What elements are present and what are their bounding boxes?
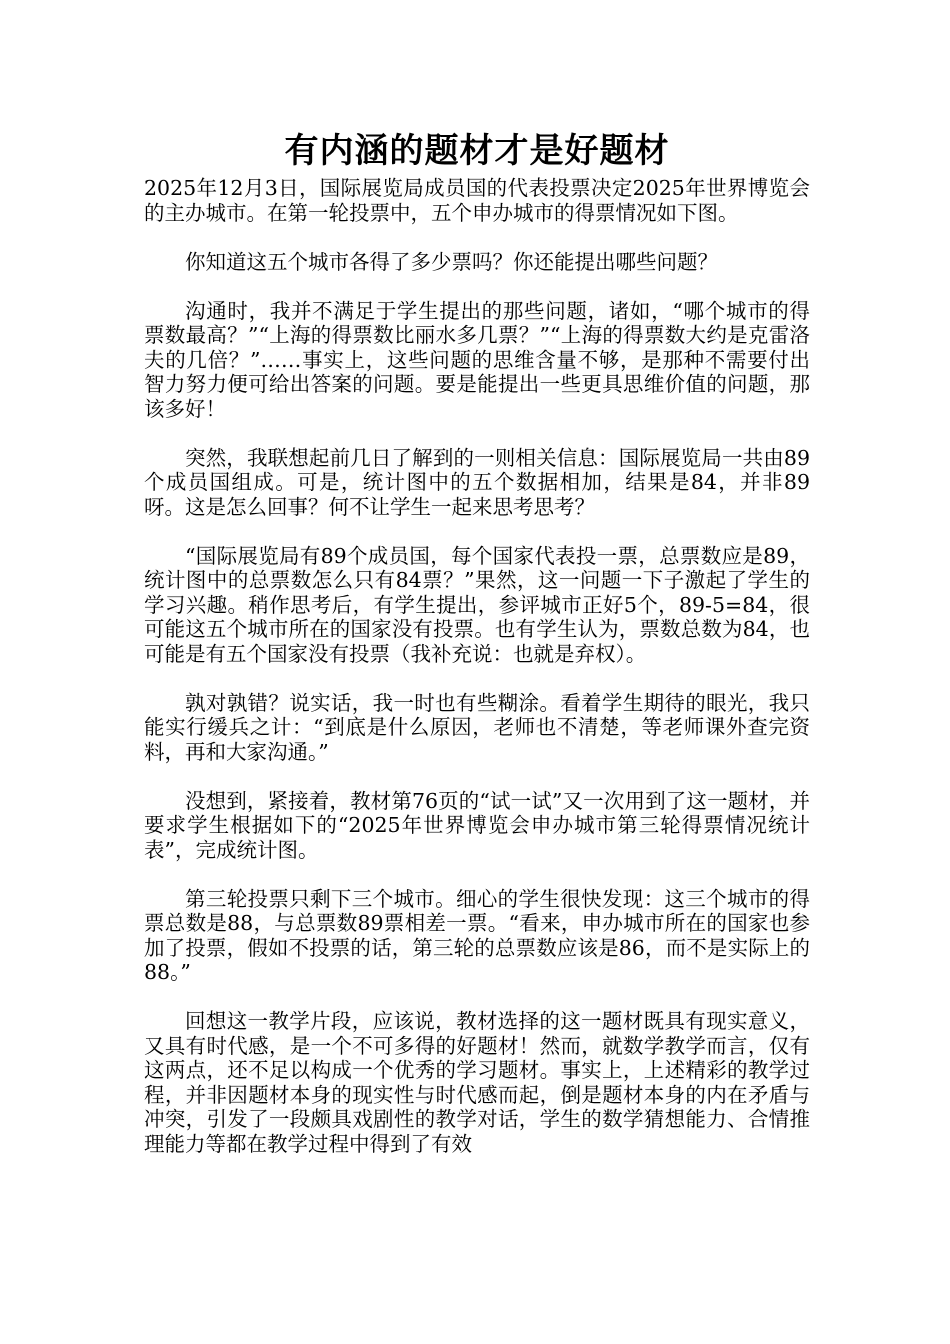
- paragraph-3: 沟通时，我并不满足于学生提出的那些问题，诸如，“哪个城市的得票数最高？”“上海的得票数比丽水多几票？”“上海的得票数大约是克雷洛夫的几倍？”……事实上，这些问题的思维含量不够，是那种不需要付出智力努力便可给出答案的问题。要是能提出一些更具思维价值的问题，那该多好！: [144, 298, 810, 421]
- paragraph-1: 2025年12月3日，国际展览局成员国的代表投票决定2025年世界博览会的主办城市。在第一轮投票中，五个申办城市的得票情况如下图。: [144, 176, 810, 225]
- paragraph-5: “国际展览局有89个成员国，每个国家代表投一票，总票数应是89，统计图中的总票数怎么只有84票？”果然，这一问题一下子激起了学生的学习兴趣。稍作思考后，有学生提出，参评城市正好5个，89-5=84，很可能这五个城市所在的国家没有投票。也有学生认为，票数总数为84，也可能是有五个国家没有投票（我补充说：也就是弃权）。: [144, 543, 810, 666]
- paragraph-8: 第三轮投票只剩下三个城市。细心的学生很快发现：这三个城市的得票总数是88，与总票数89票相差一票。“看来，申办城市所在的国家也参加了投票，假如不投票的话，第三轮的总票数应该是86，而不是实际上的88。”: [144, 886, 810, 984]
- paragraph-7: 没想到，紧接着，教材第76页的“试一试”又一次用到了这一题材，并要求学生根据如下的“2025年世界博览会申办城市第三轮得票情况统计表”，完成统计图。: [144, 788, 810, 862]
- paragraph-4: 突然，我联想起前几日了解到的一则相关信息：国际展览局一共由89个成员国组成。可是，统计图中的五个数据相加，结果是84，并非89呀。这是怎么回事？何不让学生一起来思考思考？: [144, 445, 810, 519]
- document-page: [144, 128, 810, 1156]
- paragraph-2: 你知道这五个城市各得了多少票吗？你还能提出哪些问题？: [185, 249, 718, 274]
- paragraph-9: 回想这一教学片段，应该说，教材选择的这一题材既具有现实意义，又具有时代感，是一个不可多得的好题材！然而，就数学教学而言，仅有这两点，还不足以构成一个优秀的学习题材。事实上，上述精彩的教学过程，并非因题材本身的现实性与时代感而起，倒是题材本身的内在矛盾与冲突，引发了一段颇具戏剧性的教学对话，学生的数学猜想能力、合情推理能力等都在教学过程中得到了有效: [144, 1009, 810, 1156]
- document-title: 有内涵的题材才是好题材: [284, 131, 670, 171]
- paragraph-6: 孰对孰错？说实话，我一时也有些糊涂。看着学生期待的眼光，我只能实行缓兵之计：“到底是什么原因，老师也不清楚，等老师课外查完资料，再和大家沟通。”: [144, 690, 810, 764]
